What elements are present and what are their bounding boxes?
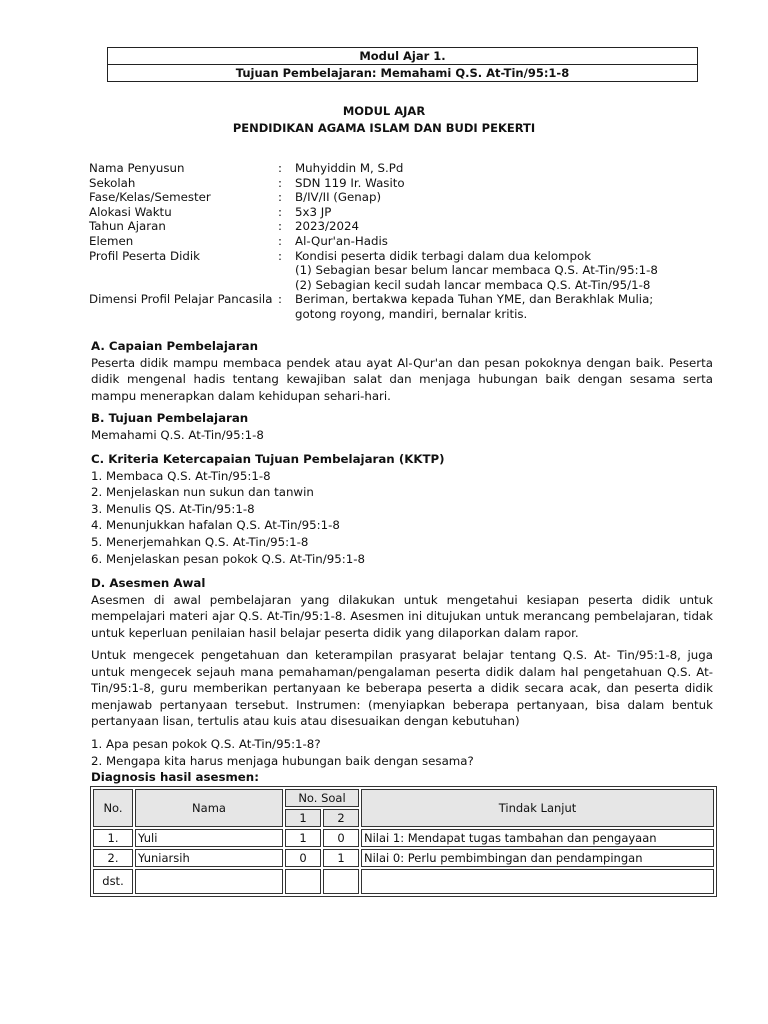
meta-colon: : [278,190,282,205]
section-paragraph: Asesmen di awal pembelajaran yang dilakukan untuk mengetahui kesiapan peserta didik untuk mempelajari materi ajar Q.S. At-Tin/95:1-8. Asesmen ini ditujukan untuk merancang pembelajaran, tidak untuk keperluan penilaian hasil belajar peserta didik yang dilaporkan dalam rapor. [91,592,713,640]
meta-row [89,219,729,234]
meta-label: Sekolah [89,175,136,190]
diagnosis-table [90,786,717,897]
question-item: 2. Mengapa kita harus menjaga hubungan baik dengan sesama? [91,753,474,768]
cell-tindak-lanjut: Nilai 1: Mendapat tugas tambahan dan pengayaan [361,829,714,847]
meta-row [89,190,729,205]
meta-row [89,161,729,176]
section-heading: D. Asesmen Awal [91,576,206,590]
meta-value: Muhyiddin M, S.Pd [295,161,404,175]
header-soal-2: 2 [323,809,359,827]
meta-label: Alokasi Waktu [89,204,172,219]
meta-label: Tahun Ajaran [89,219,166,234]
cell-soal-1: 1 [285,829,321,847]
section-c [91,451,713,567]
meta-label: Nama Penyusun [89,161,185,175]
meta-row-profil [89,249,729,293]
cell-no: dst. [93,869,133,894]
cell-soal-2 [323,869,359,894]
header-no-soal: No. Soal [285,789,359,807]
section-d-questions [91,736,713,786]
meta-value [295,249,729,293]
meta-label: Profil Peserta Didik [89,248,200,263]
cell-tindak-lanjut: Nilai 0: Perlu pembimbingan dan pendampingan [361,849,714,867]
section-heading: A. Capaian Pembelajaran [91,339,259,353]
meta-colon: : [278,161,282,175]
diagnosis-heading: Diagnosis hasil asesmen: [91,770,259,785]
section-d-paragraph-2 [91,647,713,730]
document-title: MODUL AJAR [342,104,426,118]
module-objective: Tujuan Pembelajaran: Memahami Q.S. At-Tin/95:1-8 [108,64,697,81]
cell-soal-1 [285,869,321,894]
meta-label: Fase/Kelas/Semester [89,190,211,205]
dimensi-line: gotong royong, mandiri, bernalar kritis. [295,306,528,321]
meta-label: Dimensi Profil Pelajar Pancasila [89,292,273,307]
cell-soal-2: 0 [323,829,359,847]
meta-colon: : [278,175,282,190]
section-b [91,410,713,443]
cell-tindak-lanjut [361,869,714,894]
profil-line: (1) Sebagian besar belum lancar membaca Q.S. At-Tin/95:1-8 [295,263,658,278]
dimensi-line: Beriman, bertakwa kepada Tuhan YME, dan Berakhlak Mulia; [295,292,654,307]
identity-block [89,161,729,322]
section-text: Peserta didik mampu membaca pendek atau ayat Al-Qur'an dan pesan pokoknya dengan baik. Peserta didik mengenal hadis tentang kewajiban salat dan menjaga hubungan baik dengan sesama serta mampu menerapkan dalam kehidupan sehari-hari. [91,355,713,403]
cell-soal-1: 0 [285,849,321,867]
table-header-row [93,789,714,807]
cell-soal-2: 1 [323,849,359,867]
meta-row [89,205,729,220]
cell-no: 1. [93,829,133,847]
kktp-item: 6. Menjelaskan pesan pokok Q.S. At-Tin/95:1-8 [91,551,365,566]
table-row [93,829,714,847]
header-tindak-lanjut: Tindak Lanjut [361,789,714,827]
section-heading: C. Kriteria Ketercapaian Tujuan Pembelajaran (KKTP) [91,452,445,466]
meta-colon: : [278,248,282,263]
meta-value [295,292,729,321]
meta-row-dimensi [89,292,729,321]
section-text: Memahami Q.S. At-Tin/95:1-8 [91,427,264,442]
meta-row [89,234,729,249]
kktp-item: 5. Menerjemahkan Q.S. At-Tin/95:1-8 [91,534,309,549]
cell-nama: Yuli [135,829,283,847]
cell-nama: Yuniarsih [135,849,283,867]
kktp-item: 1. Membaca Q.S. At-Tin/95:1-8 [91,468,271,483]
meta-value: SDN 119 Ir. Wasito [295,175,405,190]
meta-colon: : [278,219,282,234]
section-heading: B. Tujuan Pembelajaran [91,411,249,425]
header-no: No. [93,789,133,827]
meta-value: 5x3 JP [295,204,332,219]
section-d [91,575,713,641]
document-subtitle: PENDIDIKAN AGAMA ISLAM DAN BUDI PEKERTI [232,121,536,135]
meta-colon: : [278,204,282,219]
meta-colon: : [278,233,282,248]
kktp-item: 3. Menulis QS. At-Tin/95:1-8 [91,501,255,516]
meta-value: 2023/2024 [295,219,360,234]
meta-value: Al-Qur'an-Hadis [295,233,388,248]
meta-value: B/IV/II (Genap) [295,190,382,205]
module-title: Modul Ajar 1. [359,49,446,63]
meta-label: Elemen [89,233,134,248]
cell-nama [135,869,283,894]
section-paragraph: Untuk mengecek pengetahuan dan keterampilan prasyarat belajar tentang Q.S. At- Tin/95:1-8, juga untuk mengecek sejauh mana pemahaman/pengalaman peserta didik dalam hal pengetahuan Q.S. At-Tin/95:1-8, guru memberikan pertanyaan ke beberapa peserta a didik secara acak, dan peserta didik menjawab pertanyaan tersebut. Instrumen: (menyiapkan beberapa pertanyaan, bisa dalam bentuk pertanyaan lisan, tertulis atau kuis atau disesuaikan dengan kebutuhan) [91,648,713,729]
table-row [93,869,714,894]
meta-row [89,176,729,191]
table-row [93,849,714,867]
header-soal-1: 1 [285,809,321,827]
cell-no: 2. [93,849,133,867]
header-nama: Nama [135,789,283,827]
question-item: 1. Apa pesan pokok Q.S. At-Tin/95:1-8? [91,737,321,751]
kktp-item: 4. Menunjukkan hafalan Q.S. At-Tin/95:1-8 [91,518,340,533]
meta-colon: : [278,292,282,307]
kktp-item: 2. Menjelaskan nun sukun dan tanwin [91,485,314,500]
module-header-box [107,47,698,82]
profil-line: (2) Sebagian kecil sudah lancar membaca Q.S. At-Tin/95/1-8 [295,277,651,292]
section-a [91,338,713,404]
profil-line: Kondisi peserta didik terbagi dalam dua kelompok [295,248,592,263]
